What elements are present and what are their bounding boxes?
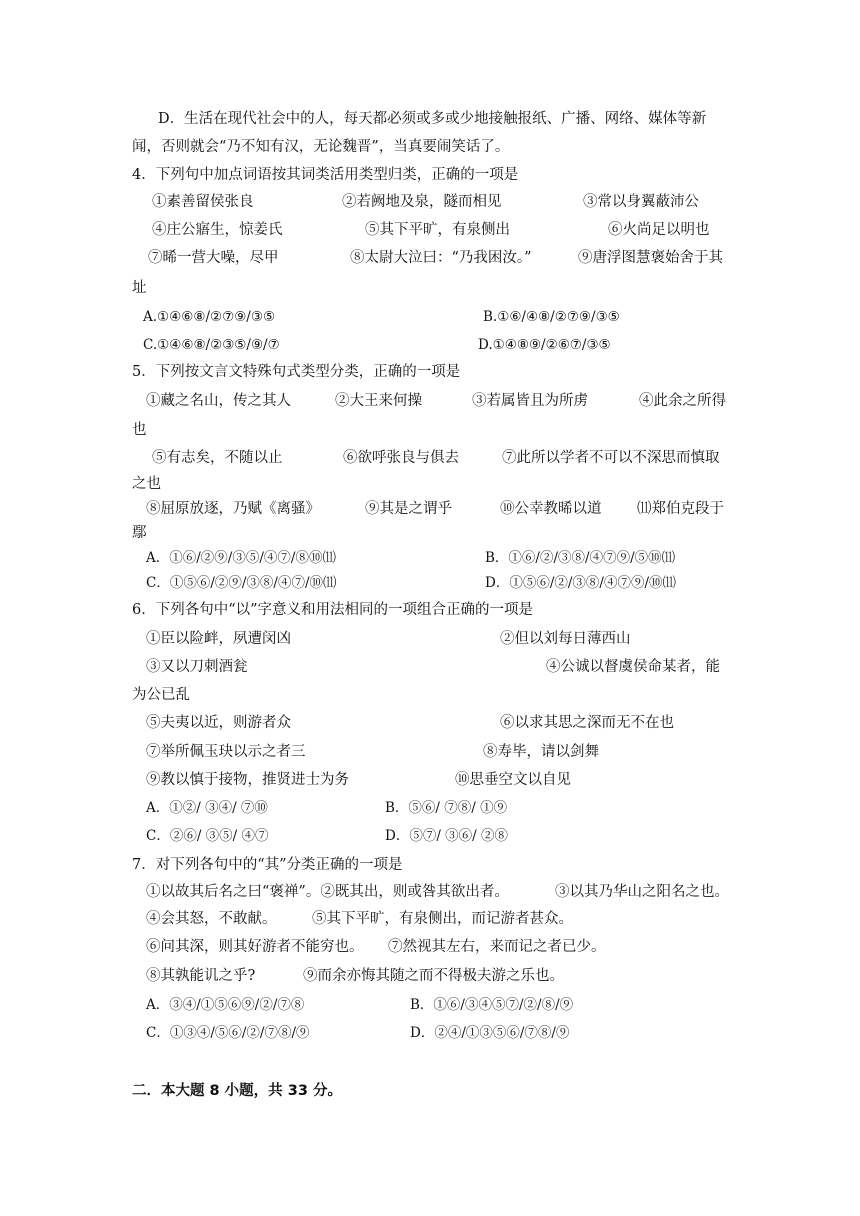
option-d-text-line-1: D．生活在现代社会中的人，每天都必须或多或少地接触报纸、广播、网络、媒体等新	[158, 111, 707, 127]
q6-item-10: ⑩思垂空文以自见	[455, 772, 571, 788]
q6-option-b[interactable]: B．⑤⑥/ ⑦⑧/ ①⑨	[385, 800, 508, 816]
q5-item-11: ⑾郑伯克段于	[637, 501, 724, 517]
q5-item-5: ⑤有志矣，不随以止	[152, 450, 283, 466]
q6-item-8: ⑧寿毕，请以剑舞	[483, 744, 599, 760]
q7-option-a[interactable]: A．③④/①⑤⑥⑨/②/⑦⑧	[146, 997, 305, 1013]
question-6-stem: 6．下列各句中“以”字意义和用法相同的一项组合正确的一项是	[132, 602, 534, 618]
q5-item-7: ⑦此所以学者不可以不深思而慎取	[502, 450, 720, 466]
q4-option-a[interactable]: A.①④⑥⑧/②⑦⑨/③⑤	[143, 309, 276, 325]
q7-item-7: ⑦然视其左右，来而记之者已少。	[388, 939, 606, 955]
q5-option-c[interactable]: C．①⑤⑥/②⑨/③⑧/④⑦/⑩⑾	[146, 575, 337, 591]
q7-option-b[interactable]: B．①⑥/③④⑤⑦/②/⑧/⑨	[410, 997, 574, 1013]
q5-option-b[interactable]: B．①⑥/②/③⑧/④⑦⑨/⑤⑩⑾	[485, 550, 676, 566]
q5-option-d[interactable]: D．①⑤⑥/②/③⑧/④⑦⑨/⑩⑾	[485, 575, 677, 591]
q6-option-d[interactable]: D．⑤⑦/ ③⑥/ ②⑧	[385, 828, 509, 844]
question-5-stem: 5．下列按文言文特殊句式类型分类，正确的一项是	[132, 364, 461, 380]
q5-item-1: ①藏之名山，传之其人	[146, 393, 291, 409]
option-d-text-line-2: 闻，否则就会“乃不知有汉，无论魏晋”，当真要闹笑话了。	[132, 139, 510, 155]
q4-item-9: ⑨唐浮图慧褒始舍于其	[578, 250, 723, 266]
q7-item-5: ⑤其下平旷，有泉侧出，而记游者甚众。	[312, 911, 573, 927]
q6-item-6: ⑥以求其思之深而无不在也	[500, 715, 674, 731]
q7-item-9: ⑨而余亦悔其随之而不得极夫游之乐也。	[303, 968, 564, 984]
q4-item-9-wrap: 址	[132, 280, 147, 296]
q6-item-4-wrap: 为公已乱	[132, 687, 190, 703]
q4-item-1: ①素善留侯张良	[152, 194, 254, 210]
q4-item-2: ②若阙地及泉，隧而相见	[342, 194, 502, 210]
question-4-stem: 4．下列句中加点词语按其词类活用类型归类，正确的一项是	[132, 167, 519, 183]
q5-item-7-wrap: 之也	[132, 476, 161, 492]
q6-option-c[interactable]: C．②⑥/ ③⑤/ ④⑦	[146, 828, 269, 844]
q7-item-8: ⑧其孰能讥之乎?	[146, 968, 256, 984]
q5-item-4: ④此余之所得	[639, 393, 726, 409]
q4-option-d[interactable]: D.①④⑧⑨/②⑥⑦/③⑤	[478, 337, 611, 353]
q7-item-3: ③以其乃华山之阳名之也。	[555, 884, 729, 900]
q5-item-10: ⑩公幸教晞以道	[500, 501, 602, 517]
q5-item-6: ⑥欲呼张良与俱去	[343, 450, 459, 466]
q6-item-9: ⑨教以慎于接物，推贤进士为务	[146, 772, 349, 788]
q5-item-2: ②大王来何操	[335, 393, 422, 409]
section-2-heading: 二．本大题 8 小题，共 33 分。	[132, 1083, 342, 1099]
q5-item-9: ⑨其是之谓乎	[365, 501, 452, 517]
q4-option-c[interactable]: C.①④⑥⑧/②③⑤/⑨/⑦	[143, 337, 280, 353]
q6-item-3: ③又以刀刺酒瓮	[146, 659, 248, 675]
q4-item-7: ⑦晞一营大噪，尽甲	[148, 250, 279, 266]
q7-item-6: ⑥问其深，则其好游者不能穷也。	[146, 939, 364, 955]
q6-item-7: ⑦举所佩玉玦以示之者三	[146, 744, 306, 760]
q7-option-c[interactable]: C．①③④/⑤⑥/②/⑦⑧/⑨	[146, 1025, 310, 1041]
q7-items-1-2: ①以故其后名之曰“褒禅”。②既其出，则或咎其欲出者。	[146, 884, 509, 900]
q5-item-11-wrap: 鄢	[132, 525, 147, 541]
q5-item-3: ③若属皆且为所虏	[472, 393, 588, 409]
q7-item-4: ④会其怒，不敢献。	[146, 911, 277, 927]
q4-item-6: ⑥火尚足以明也	[608, 222, 710, 238]
q4-item-3: ③常以身翼蔽沛公	[583, 194, 699, 210]
q4-item-4: ④庄公寤生，惊姜氏	[152, 222, 283, 238]
question-7-stem: 7．对下列各句中的“其”分类正确的一项是	[132, 857, 403, 873]
q6-item-5: ⑤夫夷以近，则游者众	[146, 715, 291, 731]
q7-option-d[interactable]: D．②④/①③⑤⑥/⑦⑧/⑨	[410, 1025, 570, 1041]
q6-item-4: ④公诚以督虞侯命某者，能	[546, 659, 720, 675]
q4-option-b[interactable]: B.①⑥/④⑧/②⑦⑨/③⑤	[483, 309, 620, 325]
q5-item-4-wrap: 也	[132, 422, 147, 438]
q5-item-8: ⑧屈原放逐，乃赋《离骚》	[146, 501, 320, 517]
q6-item-2: ②但以刘每日薄西山	[500, 631, 631, 647]
q6-item-1: ①臣以险衅，夙遭闵凶	[146, 631, 291, 647]
q4-item-8: ⑧太尉大泣曰：“乃我困汝。”	[350, 250, 532, 266]
q5-option-a[interactable]: A．①⑥/②⑨/③⑤/④⑦/⑧⑩⑾	[146, 550, 336, 566]
q4-item-5: ⑤其下平旷，有泉侧出	[365, 222, 510, 238]
q6-option-a[interactable]: A．①②/ ③④/ ⑦⑩	[146, 800, 268, 816]
